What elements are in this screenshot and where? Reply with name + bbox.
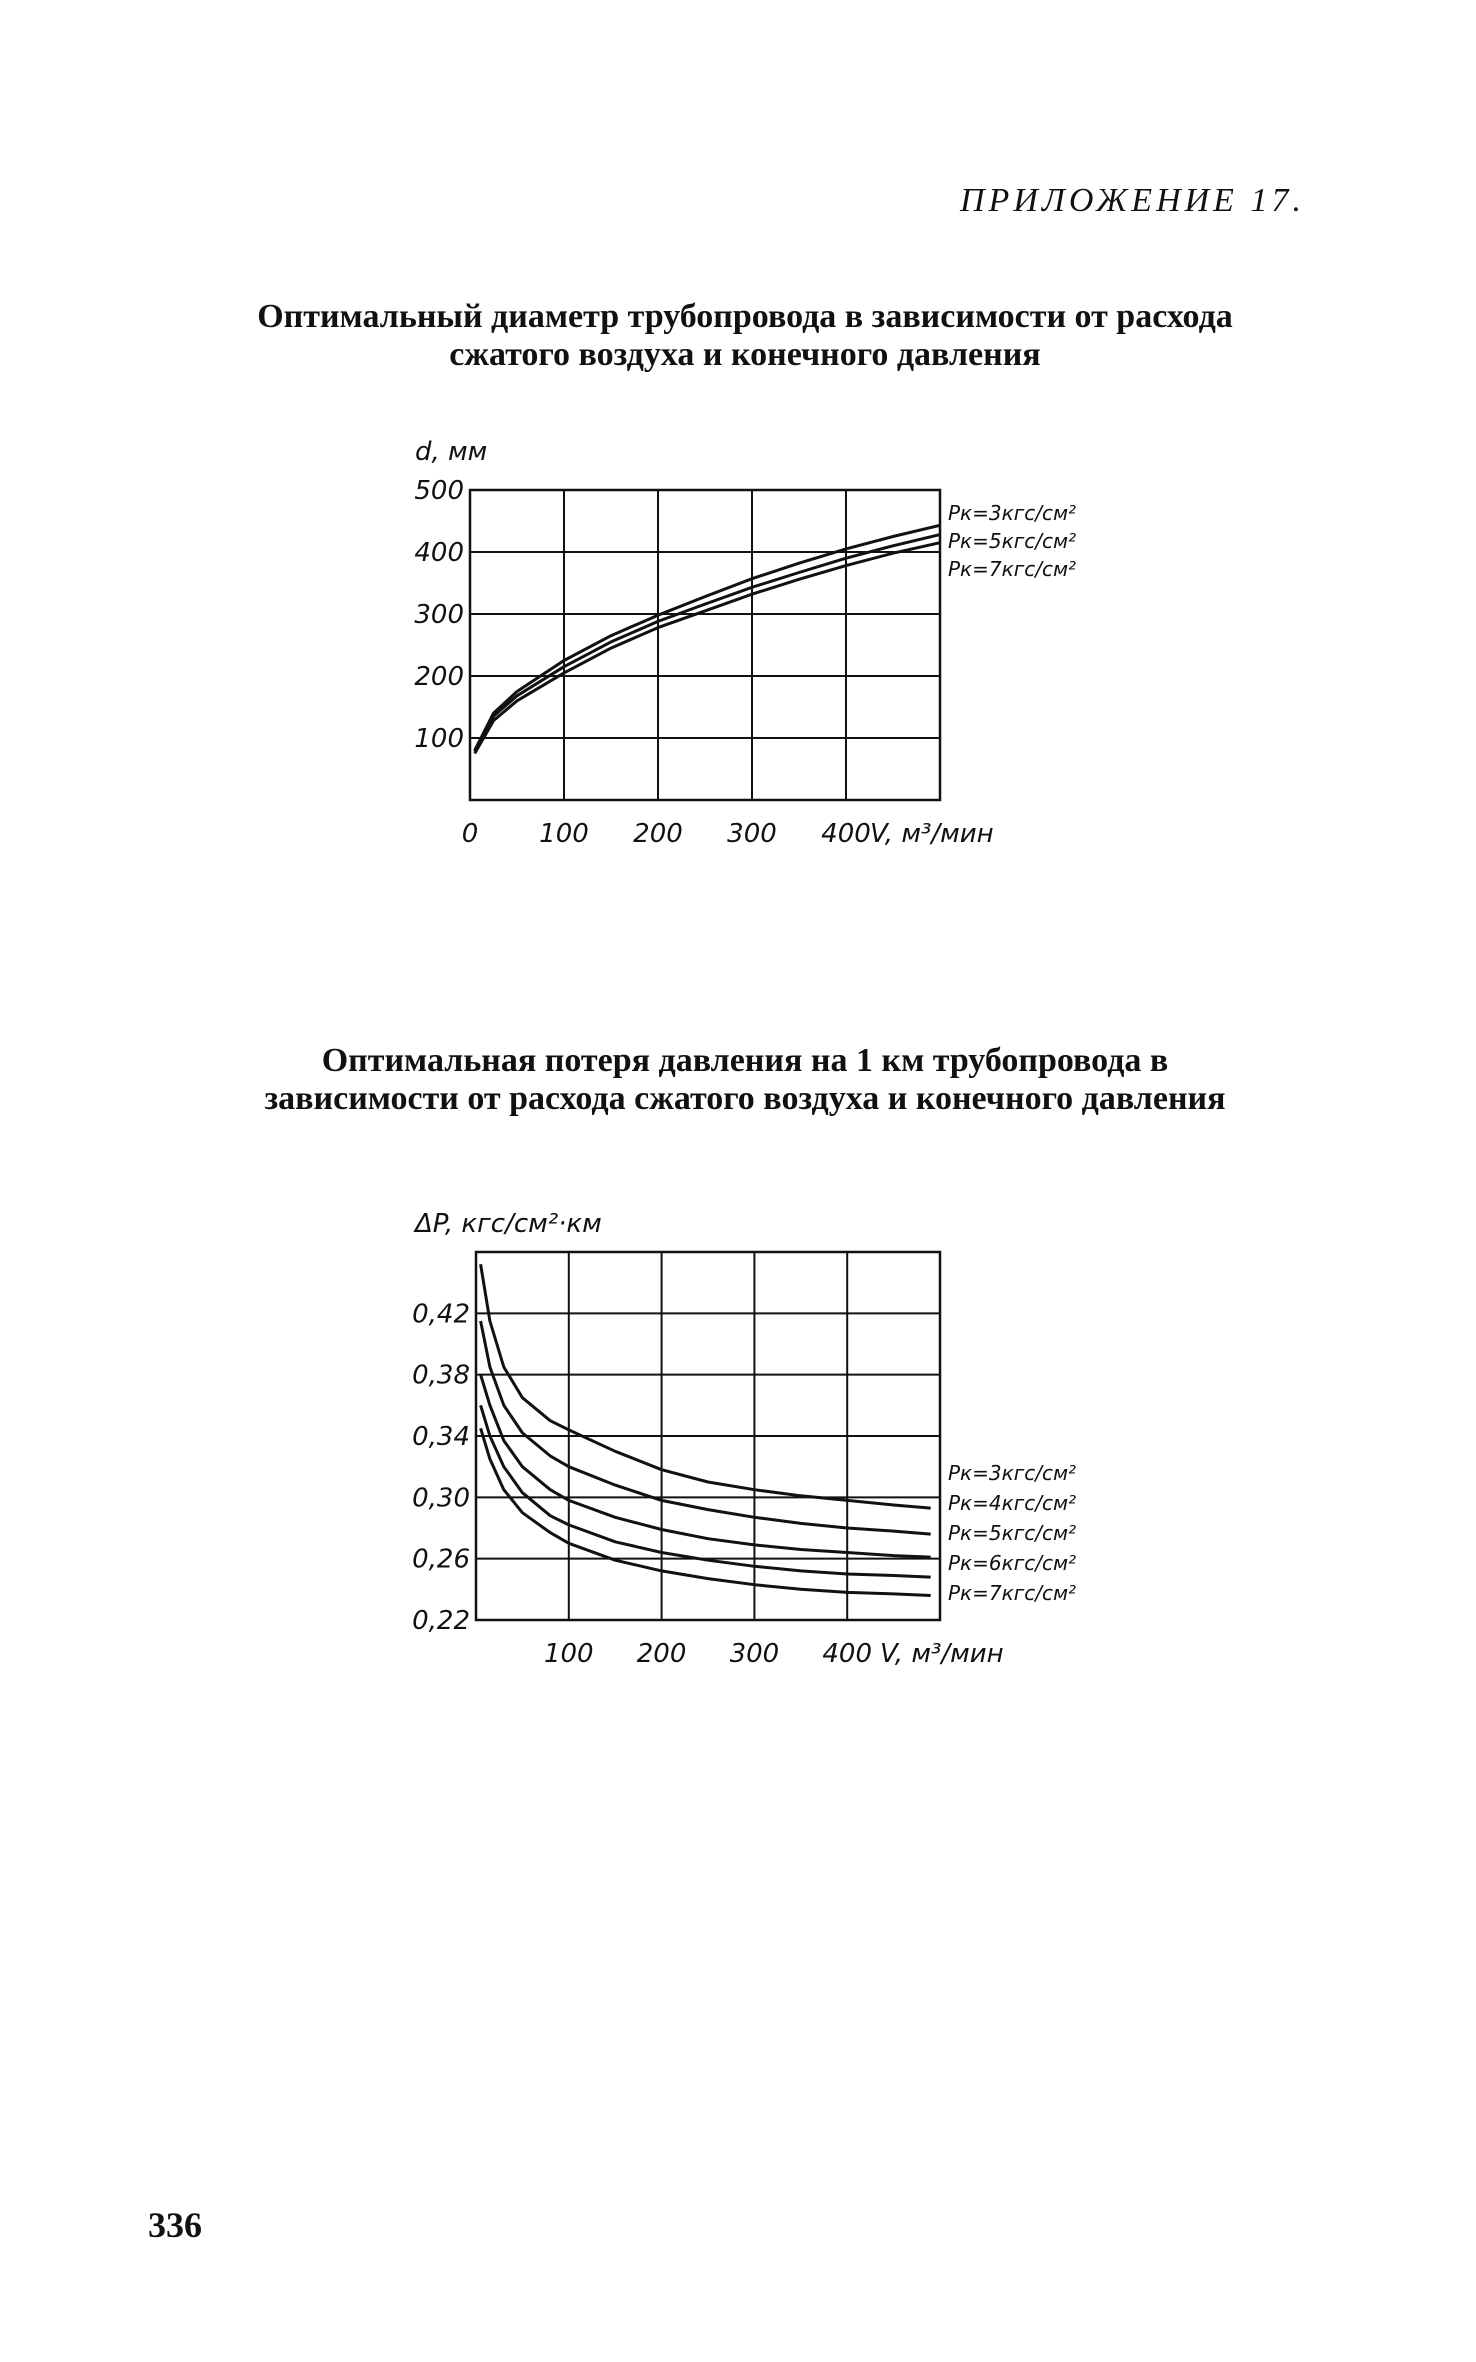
- chart1-x-axis-label: V, м³/мин: [870, 819, 994, 849]
- chart2-legend-label: Pк=4кгс/см²: [948, 1491, 1077, 1515]
- chart2-legend-label: Pк=7кгс/см²: [948, 1581, 1077, 1605]
- chart1-x-tick-label: 0: [461, 819, 479, 849]
- chart2-series-line: [481, 1405, 931, 1577]
- chart1-legend-label: Pк=5кгс/см²: [948, 529, 1077, 553]
- chart2-x-tick-label: 400: [822, 1639, 873, 1669]
- chart1-series-line: [475, 535, 940, 752]
- chart1-legend-label: Pк=3кгс/см²: [948, 501, 1077, 525]
- chart1-y-tick-label: 500: [414, 476, 464, 506]
- chart1-title-line2: сжатого воздуха и конечного давления: [449, 336, 1041, 373]
- chart2-y-axis-label: ΔP, кгс/см²·км: [415, 1209, 602, 1239]
- chart2-x-tick-label: 100: [543, 1639, 594, 1669]
- chart2-x-tick-label: 300: [729, 1639, 780, 1669]
- chart1-title: [170, 298, 1320, 374]
- chart2-legend-label: Pк=5кгс/см²: [948, 1521, 1077, 1545]
- chart2-y-tick-label: 0,26: [412, 1544, 470, 1575]
- chart2-title-line2: зависимости от расхода сжатого воздуха и конечного давления: [264, 1080, 1226, 1117]
- chart2-y-tick-label: 0,34: [412, 1422, 470, 1452]
- chart2-y-tick-label: 0,42: [412, 1299, 470, 1330]
- chart1-y-tick-label: 100: [414, 724, 464, 754]
- chart2-legend-label: Pк=3кгс/см²: [948, 1461, 1077, 1485]
- chart1-x-tick-label: 300: [727, 819, 777, 849]
- chart2-y-tick-label: 0,30: [412, 1483, 470, 1514]
- diameter-chart: [0, 420, 1476, 860]
- chart1-legend-label: Pк=7кгс/см²: [948, 557, 1077, 581]
- chart2-title-line1: Оптимальная потеря давления на 1 км трубопровода в: [321, 1042, 1169, 1079]
- chart1-y-tick-label: 300: [414, 600, 464, 630]
- chart2-x-tick-label: 200: [636, 1639, 687, 1669]
- chart2-series-line: [481, 1264, 931, 1508]
- chart2-legend-label: Pк=6кгс/см²: [948, 1551, 1077, 1575]
- chart1-x-tick-label: 100: [539, 819, 589, 849]
- chart1-series-line: [475, 543, 940, 754]
- chart2-title: [170, 1042, 1320, 1118]
- chart1-y-tick-label: 200: [414, 662, 464, 692]
- pressure-loss-chart: [0, 1190, 1476, 1690]
- chart1-x-tick-label: 200: [633, 819, 683, 849]
- appendix-label: ПРИЛОЖЕНИЕ 17.: [960, 182, 1305, 219]
- chart1-y-tick-label: 400: [414, 538, 464, 568]
- chart1-x-tick-label: 400: [821, 819, 871, 849]
- page-number: 336: [148, 2205, 202, 2245]
- chart2-x-axis-label: V, м³/мин: [880, 1639, 1004, 1669]
- chart2-y-tick-label: 0,38: [412, 1360, 470, 1391]
- chart1-title-line1: Оптимальный диаметр трубопровода в зависимости от расхода: [257, 298, 1233, 335]
- chart1-frame: [470, 490, 940, 800]
- chart1-y-axis-label: d, мм: [415, 437, 488, 467]
- chart2-y-tick-label: 0,22: [412, 1606, 470, 1636]
